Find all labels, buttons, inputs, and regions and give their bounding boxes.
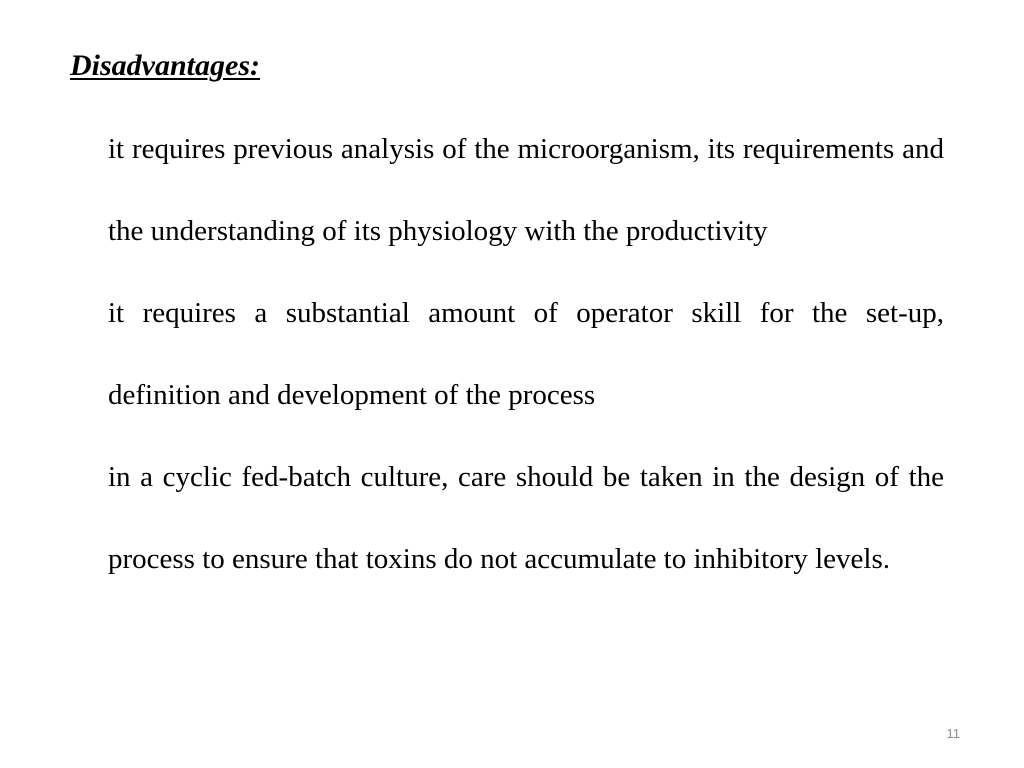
paragraph-toxin-accumulation: in a cyclic fed-batch culture, care should be taken in the design of the process to ensure that toxins do not accumulate to inhibitory levels. [108, 461, 944, 575]
paragraph-operator-analysis: it requires previous analysis of the microorganism, its requirements and the understanding of its physiology with the productivity [108, 133, 944, 247]
paragraph-operator-skill: it requires a substantial amount of operator skill for the set-up, definition and development of the process [108, 297, 944, 411]
slide-body [108, 108, 944, 600]
slide-heading: Disadvantages: [70, 49, 260, 82]
page-number: 11 [946, 726, 960, 741]
